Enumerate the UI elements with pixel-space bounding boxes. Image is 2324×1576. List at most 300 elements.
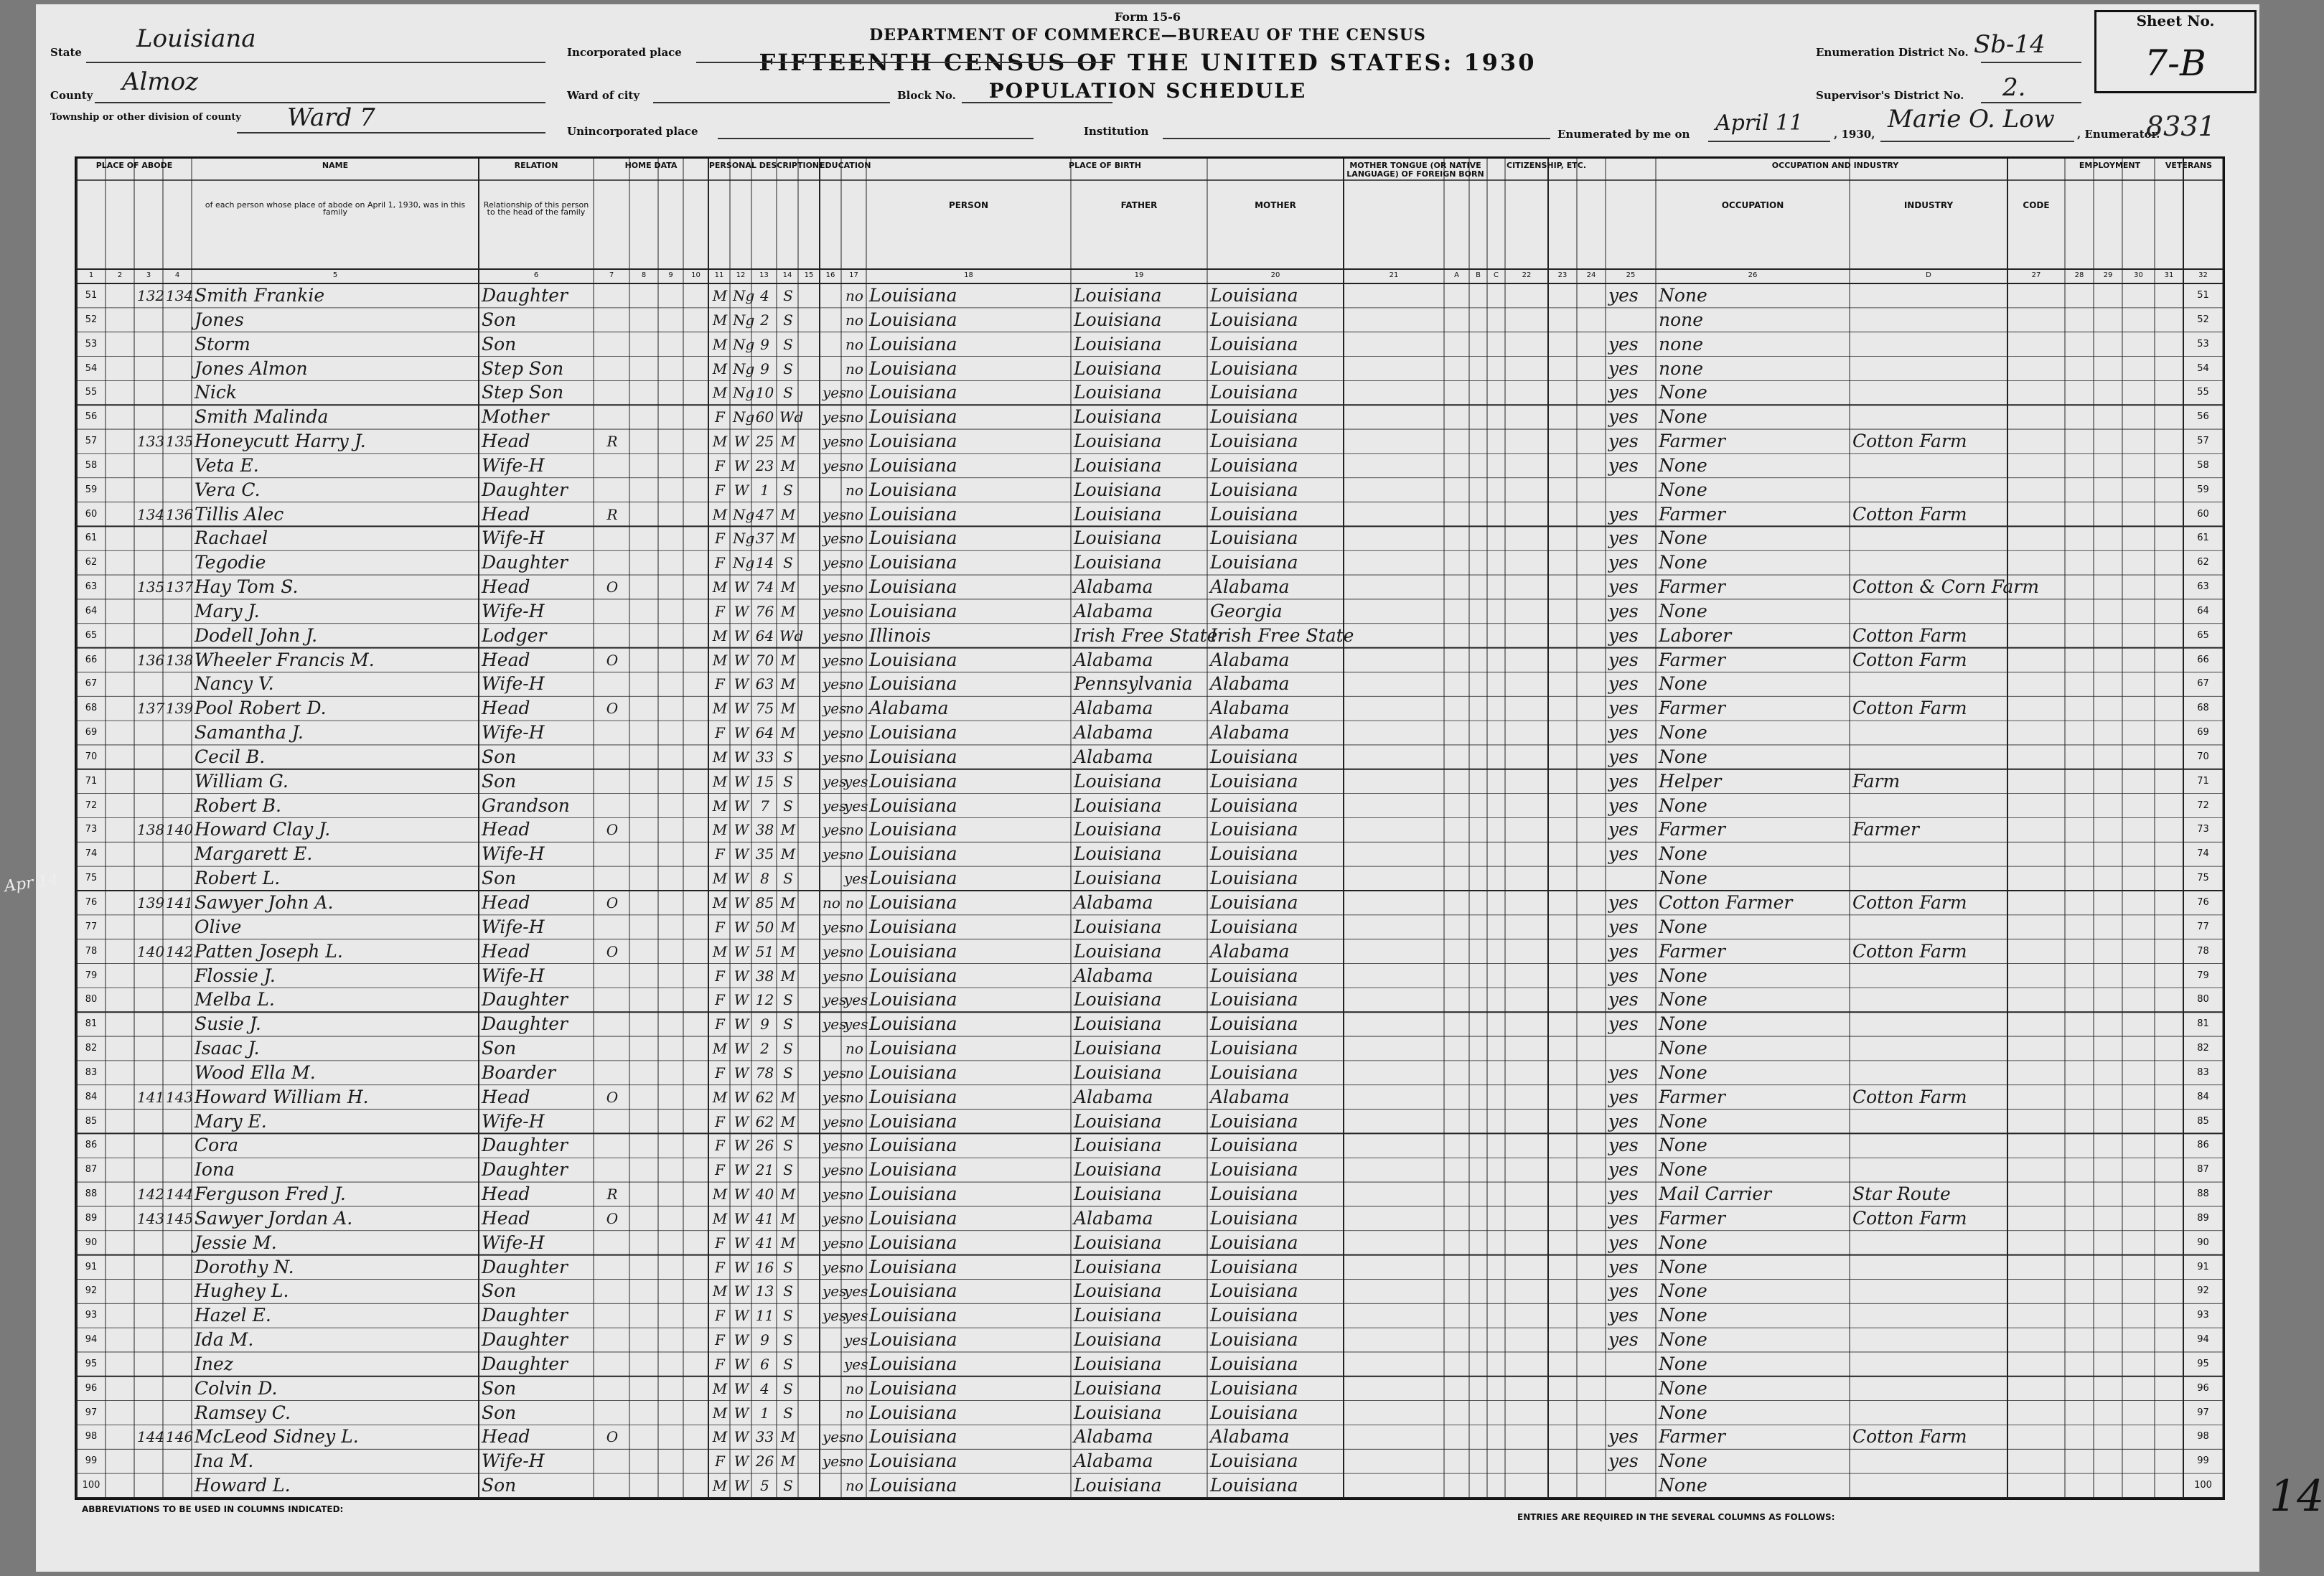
cell-ms: M	[780, 821, 796, 839]
cell-sch: no	[845, 1258, 863, 1276]
line-number: 65	[85, 629, 98, 641]
column-number: 18	[964, 271, 973, 279]
cell-ind: Cotton Farm	[1852, 431, 1967, 452]
line-number: 64	[2197, 605, 2209, 616]
cell-rel: Head	[482, 1426, 530, 1448]
cell-ms: S	[783, 797, 793, 815]
cell-s: M	[712, 894, 728, 911]
township-label: Township or other division of county	[50, 112, 241, 123]
census-sheet	[36, 4, 2324, 1572]
cell-mb: Louisiana	[1210, 1475, 1298, 1496]
cell-fb: Louisiana	[1074, 1280, 1162, 1302]
cell-sch: no	[845, 1477, 863, 1495]
cell-name: Wheeler Francis M.	[195, 649, 375, 670]
cell-occ: None	[1659, 527, 1707, 549]
cell-r: W	[734, 1137, 749, 1155]
cell-age: 6	[760, 1355, 769, 1373]
cell-occ: Cotton Farmer	[1659, 892, 1793, 913]
cell-mb: Louisiana	[1210, 357, 1298, 379]
block-label: Block No.	[897, 89, 956, 102]
cell-mb: Alabama	[1210, 940, 1290, 962]
cell-ind: Cotton Farm	[1852, 892, 1967, 913]
cell-age: 16	[755, 1258, 774, 1276]
column-group-3: HOME DATA	[624, 161, 678, 170]
cell-mb: Irish Free State	[1210, 624, 1354, 646]
cell-pb: Louisiana	[869, 649, 957, 670]
cell-fb: Louisiana	[1074, 819, 1162, 840]
cell-fam: 143	[166, 1088, 194, 1106]
line-number: 68	[85, 703, 98, 714]
cell-r: W	[734, 967, 749, 985]
cell-fb: Louisiana	[1074, 503, 1162, 525]
cell-s: F	[715, 602, 725, 620]
cell-sch: no	[845, 505, 863, 523]
cell-r: Ng	[733, 384, 755, 402]
cell-occ: Helper	[1659, 770, 1722, 792]
cell-sch: no	[845, 481, 863, 499]
cell-ind: Cotton Farm	[1852, 698, 1967, 719]
column-number: 5	[332, 271, 338, 279]
schedule-title: POPULATION SCHEDULE	[988, 79, 1307, 103]
enum-district-label: Enumeration District No.	[1816, 46, 1969, 59]
cell-ind: Cotton Farm	[1852, 503, 1967, 525]
column-number: 28	[2074, 271, 2084, 279]
cell-name: Hazel E.	[195, 1305, 271, 1326]
cell-fb: Louisiana	[1074, 1061, 1162, 1083]
cell-rd: yes	[823, 942, 847, 960]
cell-dw: 143	[137, 1209, 165, 1227]
cell-ind: Star Route	[1852, 1183, 1951, 1205]
cell-r: Ng	[733, 311, 755, 329]
line-number: 89	[85, 1212, 98, 1224]
cell-name: Flossie J.	[195, 965, 276, 986]
cell-pb: Alabama	[869, 698, 949, 719]
cell-ind: Cotton & Corn Farm	[1852, 576, 2039, 598]
cell-name: Veta E.	[195, 454, 259, 476]
line-number: 78	[2197, 945, 2209, 957]
column-group-2: RELATION	[514, 161, 558, 170]
cell-fb: Louisiana	[1074, 382, 1162, 403]
cell-rel: Wife-H	[482, 722, 545, 744]
column-number: 4	[174, 271, 180, 279]
cell-sch: no	[845, 845, 863, 863]
cell-dw: 139	[137, 894, 165, 911]
cell-mb: Louisiana	[1210, 1013, 1298, 1035]
cell-ms: M	[780, 894, 796, 911]
cell-s: M	[712, 870, 728, 888]
cell-pb: Louisiana	[869, 965, 957, 986]
line-number: 60	[85, 508, 98, 520]
cell-sch: no	[845, 627, 863, 644]
cell-name: Susie J.	[195, 1013, 261, 1035]
cell-age: 76	[755, 602, 774, 620]
cell-name: Ferguson Fred J.	[195, 1183, 346, 1205]
cell-sch: no	[845, 408, 863, 426]
cell-rd: yes	[823, 602, 847, 620]
line-number: 62	[2197, 557, 2209, 568]
cell-rd: yes	[823, 1064, 847, 1082]
line-number: 96	[85, 1382, 98, 1394]
cell-eng: yes	[1608, 1305, 1639, 1326]
cell-pb: Louisiana	[869, 1305, 957, 1326]
cell-age: 74	[755, 578, 774, 596]
cell-ms: M	[780, 505, 796, 523]
line-number: 57	[2197, 436, 2209, 447]
cell-r: W	[734, 627, 749, 644]
cell-fb: Louisiana	[1074, 1232, 1162, 1253]
cell-name: Vera C.	[195, 479, 261, 500]
cell-age: 2	[760, 1040, 769, 1058]
cell-s: M	[712, 311, 728, 329]
line-number: 98	[85, 1431, 98, 1443]
cell-occ: none	[1659, 333, 1704, 355]
cell-ms: S	[783, 870, 793, 888]
cell-s: F	[715, 1016, 725, 1033]
line-number: 61	[85, 533, 98, 544]
cell-dw: 142	[137, 1186, 165, 1204]
cell-fb: Louisiana	[1074, 1256, 1162, 1277]
cell-name: Margarett E.	[195, 843, 313, 865]
cell-mb: Louisiana	[1210, 843, 1298, 865]
cell-r: W	[734, 797, 749, 815]
sheet-number-label: Sheet No.	[2136, 12, 2215, 29]
line-number: 91	[85, 1261, 98, 1272]
line-number: 92	[85, 1285, 98, 1297]
cell-ms: S	[783, 360, 793, 377]
ward-label: Ward of city	[567, 89, 640, 102]
line-number: 94	[2197, 1334, 2209, 1346]
cell-s: M	[712, 942, 728, 960]
cell-pb: Louisiana	[869, 552, 957, 573]
cell-occ: None	[1659, 382, 1707, 403]
cell-rel: Wife-H	[482, 600, 545, 622]
cell-rel: Head	[482, 576, 530, 598]
cell-s: F	[715, 845, 725, 863]
cell-sch: no	[845, 530, 863, 548]
line-number: 90	[85, 1237, 98, 1248]
cell-age: 25	[755, 433, 774, 451]
cell-sch: no	[845, 821, 863, 839]
column-group-6: PLACE OF BIRTH	[1069, 161, 1141, 170]
cell-eng: yes	[1608, 1207, 1639, 1229]
cell-sch: yes	[844, 991, 868, 1009]
cell-pb: Louisiana	[869, 600, 957, 622]
column-head-relation: Relationship of this person to the head of the family	[483, 200, 589, 217]
cell-fam: 135	[166, 433, 194, 451]
cell-ms: S	[783, 1379, 793, 1397]
cell-eng: yes	[1608, 600, 1639, 622]
cell-ms: S	[783, 1331, 793, 1349]
cell-fb: Louisiana	[1074, 1159, 1162, 1181]
cell-rel: Wife-H	[482, 673, 545, 695]
cell-age: 38	[755, 967, 774, 985]
cell-eng: yes	[1608, 819, 1639, 840]
cell-pb: Louisiana	[869, 1110, 957, 1132]
line-number: 76	[85, 897, 98, 908]
cell-s: F	[715, 408, 725, 426]
cell-pb: Louisiana	[869, 843, 957, 865]
cell-dw: 144	[137, 1428, 165, 1446]
enum-district-underline	[1981, 62, 2081, 63]
cell-s: M	[712, 505, 728, 523]
cell-fb: Louisiana	[1074, 552, 1162, 573]
cell-ms: S	[783, 1307, 793, 1325]
cell-r: Ng	[733, 335, 755, 353]
cell-pb: Louisiana	[869, 1329, 957, 1351]
cell-rd: yes	[823, 1453, 847, 1471]
supervisor-value: 2.	[2002, 73, 2026, 102]
line-number: 81	[85, 1018, 98, 1030]
cell-ms: M	[780, 918, 796, 936]
cell-rd: yes	[823, 408, 847, 426]
cell-name: Ida M.	[195, 1329, 254, 1351]
cell-r: W	[734, 700, 749, 718]
cell-name: Colvin D.	[195, 1377, 278, 1399]
cell-pb: Louisiana	[869, 1183, 957, 1205]
cell-ms: M	[780, 1209, 796, 1227]
cell-fb: Louisiana	[1074, 285, 1162, 306]
cell-occ: None	[1659, 722, 1707, 744]
cell-fam: 138	[166, 651, 194, 669]
line-number: 100	[2194, 1480, 2212, 1491]
cell-rel: Son	[482, 1377, 517, 1399]
line-number: 67	[85, 678, 98, 690]
cell-occ: None	[1659, 479, 1707, 500]
column-number: 25	[1626, 271, 1636, 279]
cell-age: 5	[760, 1477, 769, 1495]
cell-r: W	[734, 456, 749, 474]
cell-rel: Head	[482, 1207, 530, 1229]
cell-occ: None	[1659, 1353, 1707, 1374]
cell-sch: no	[845, 651, 863, 669]
column-number: 27	[2031, 271, 2041, 279]
column-number: 24	[1586, 271, 1596, 279]
cell-ms: S	[783, 1064, 793, 1082]
cell-fb: Alabama	[1074, 1207, 1153, 1229]
cell-rd: yes	[823, 651, 847, 669]
line-number: 56	[85, 411, 98, 423]
line-number: 54	[2197, 362, 2209, 374]
column-group-11: VETERANS	[2165, 161, 2213, 170]
cell-s: M	[712, 1209, 728, 1227]
cell-mb: Louisiana	[1210, 382, 1298, 403]
state-underline	[86, 62, 545, 63]
cell-name: Tillis Alec	[195, 503, 284, 525]
cell-s: F	[715, 675, 725, 693]
department-heading: DEPARTMENT OF COMMERCE—BUREAU OF THE CENSUS	[869, 26, 1426, 44]
column-number: 21	[1389, 271, 1399, 279]
cell-mb: Louisiana	[1210, 552, 1298, 573]
cell-r: W	[734, 1186, 749, 1204]
cell-pb: Louisiana	[869, 333, 957, 355]
cell-occ: None	[1659, 1377, 1707, 1399]
cell-occ: none	[1659, 357, 1704, 379]
cell-eng: yes	[1608, 1159, 1639, 1181]
cell-home: O	[606, 651, 619, 669]
cell-rd: yes	[823, 1234, 847, 1252]
cell-rel: Step Son	[482, 382, 564, 403]
cell-rel: Head	[482, 940, 530, 962]
enumerated-label: Enumerated by me on	[1557, 128, 1690, 141]
cell-name: Nancy V.	[195, 673, 274, 695]
line-number: 66	[85, 654, 98, 665]
cell-pb: Louisiana	[869, 1061, 957, 1083]
line-number: 92	[2197, 1285, 2209, 1297]
cell-fam: 140	[166, 821, 194, 839]
cell-occ: Farmer	[1659, 940, 1725, 962]
cell-sch: no	[845, 311, 863, 329]
cell-r: W	[734, 481, 749, 499]
cell-fb: Louisiana	[1074, 527, 1162, 549]
cell-fam: 142	[166, 942, 194, 960]
line-number: 72	[2197, 799, 2209, 811]
cell-ms: M	[780, 530, 796, 548]
township-underline	[237, 132, 545, 133]
cell-age: 2	[760, 311, 769, 329]
cell-ms: M	[780, 942, 796, 960]
cell-sch: no	[845, 1088, 863, 1106]
cell-fb: Louisiana	[1074, 916, 1162, 937]
cell-eng: yes	[1608, 1256, 1639, 1277]
cell-age: 10	[755, 384, 774, 402]
enumeration-date: April 11	[1715, 111, 1804, 136]
cell-age: 41	[755, 1234, 774, 1252]
cell-occ: Farmer	[1659, 1426, 1725, 1448]
line-number: 76	[2197, 897, 2209, 908]
cell-name: Mary J.	[195, 600, 260, 622]
cell-rd: yes	[823, 967, 847, 985]
cell-occ: None	[1659, 1402, 1707, 1423]
cell-rd: yes	[823, 1088, 847, 1106]
cell-age: 75	[755, 700, 774, 718]
cell-s: M	[712, 578, 728, 596]
column-number: 20	[1270, 271, 1280, 279]
column-number: 3	[146, 271, 151, 279]
incorporated-label: Incorporated place	[567, 46, 682, 59]
cell-age: 85	[755, 894, 774, 911]
cell-ms: S	[783, 1477, 793, 1495]
cell-s: F	[715, 554, 725, 572]
cell-ms: M	[780, 967, 796, 985]
cell-r: W	[734, 1209, 749, 1227]
line-number: 58	[85, 459, 98, 471]
cell-s: M	[712, 1282, 728, 1300]
column-number: 2	[117, 271, 123, 279]
cell-r: W	[734, 1453, 749, 1471]
cell-sch: no	[845, 554, 863, 572]
cell-rd: yes	[823, 1186, 847, 1204]
cell-eng: yes	[1608, 1450, 1639, 1472]
cell-r: W	[734, 1477, 749, 1495]
cell-fam: 141	[166, 894, 194, 911]
cell-ms: M	[780, 1234, 796, 1252]
line-number: 58	[2197, 459, 2209, 471]
line-number: 54	[85, 362, 98, 374]
cell-pb: Louisiana	[869, 1207, 957, 1229]
cell-sch: no	[845, 287, 863, 304]
page-stamp: 8331	[2146, 111, 2216, 142]
cell-mb: Louisiana	[1210, 527, 1298, 549]
cell-ind: Cotton Farm	[1852, 1086, 1967, 1107]
cell-age: 70	[755, 651, 774, 669]
cell-rel: Son	[482, 746, 517, 767]
column-number: 8	[641, 271, 647, 279]
line-number: 75	[2197, 873, 2209, 884]
cell-ms: S	[783, 1355, 793, 1373]
line-number: 56	[2197, 411, 2209, 423]
cell-occ: None	[1659, 406, 1707, 428]
line-number: 74	[2197, 848, 2209, 860]
line-number: 63	[85, 581, 98, 593]
cell-age: 64	[755, 627, 774, 644]
cell-mb: Louisiana	[1210, 1329, 1298, 1351]
cell-rel: Step Son	[482, 357, 564, 379]
line-number: 77	[85, 921, 98, 932]
cell-mb: Louisiana	[1210, 1450, 1298, 1472]
cell-rd: yes	[823, 578, 847, 596]
cell-pb: Louisiana	[869, 1450, 957, 1472]
cell-age: 38	[755, 821, 774, 839]
column-head-birth_father: FATHER	[1120, 200, 1158, 210]
cell-s: M	[712, 772, 728, 790]
cell-eng: yes	[1608, 989, 1639, 1010]
cell-rel: Daughter	[482, 285, 568, 306]
cell-name: Isaac J.	[195, 1038, 260, 1059]
cell-r: W	[734, 1355, 749, 1373]
cell-sch: no	[845, 918, 863, 936]
cell-age: 64	[755, 724, 774, 742]
cell-fb: Alabama	[1074, 649, 1153, 670]
cell-s: F	[715, 1307, 725, 1325]
cell-eng: yes	[1608, 503, 1639, 525]
cell-pb: Louisiana	[869, 1475, 957, 1496]
cell-ms: S	[783, 1404, 793, 1422]
column-number: D	[1926, 271, 1931, 279]
cell-eng: yes	[1608, 1183, 1639, 1205]
cell-pb: Louisiana	[869, 673, 957, 695]
cell-r: Ng	[733, 554, 755, 572]
cell-home: R	[606, 505, 618, 523]
cell-rel: Wife-H	[482, 965, 545, 986]
cell-mb: Louisiana	[1210, 819, 1298, 840]
cell-mb: Louisiana	[1210, 1353, 1298, 1374]
cell-occ: None	[1659, 843, 1707, 865]
line-number: 51	[2197, 290, 2209, 301]
line-number: 64	[85, 605, 98, 616]
cell-eng: yes	[1608, 1232, 1639, 1253]
cell-eng: yes	[1608, 624, 1639, 646]
cell-rel: Daughter	[482, 1013, 568, 1035]
cell-s: M	[712, 1088, 728, 1106]
line-number: 88	[85, 1188, 98, 1200]
cell-pb: Illinois	[869, 624, 931, 646]
cell-mb: Louisiana	[1210, 916, 1298, 937]
column-group-10: EMPLOYMENT	[2079, 161, 2141, 170]
cell-mb: Louisiana	[1210, 1110, 1298, 1132]
cell-mb: Louisiana	[1210, 1061, 1298, 1083]
cell-name: Inez	[195, 1353, 233, 1374]
cell-name: Storm	[195, 333, 250, 355]
cell-fb: Louisiana	[1074, 1377, 1162, 1399]
cell-s: F	[715, 1234, 725, 1252]
cell-rel: Wife-H	[482, 1450, 545, 1472]
cell-name: Nick	[195, 382, 238, 403]
cell-rel: Wife-H	[482, 843, 545, 865]
line-number: 73	[85, 824, 98, 835]
cell-occ: None	[1659, 1159, 1707, 1181]
cell-age: 26	[755, 1453, 774, 1471]
cell-pb: Louisiana	[869, 1402, 957, 1423]
